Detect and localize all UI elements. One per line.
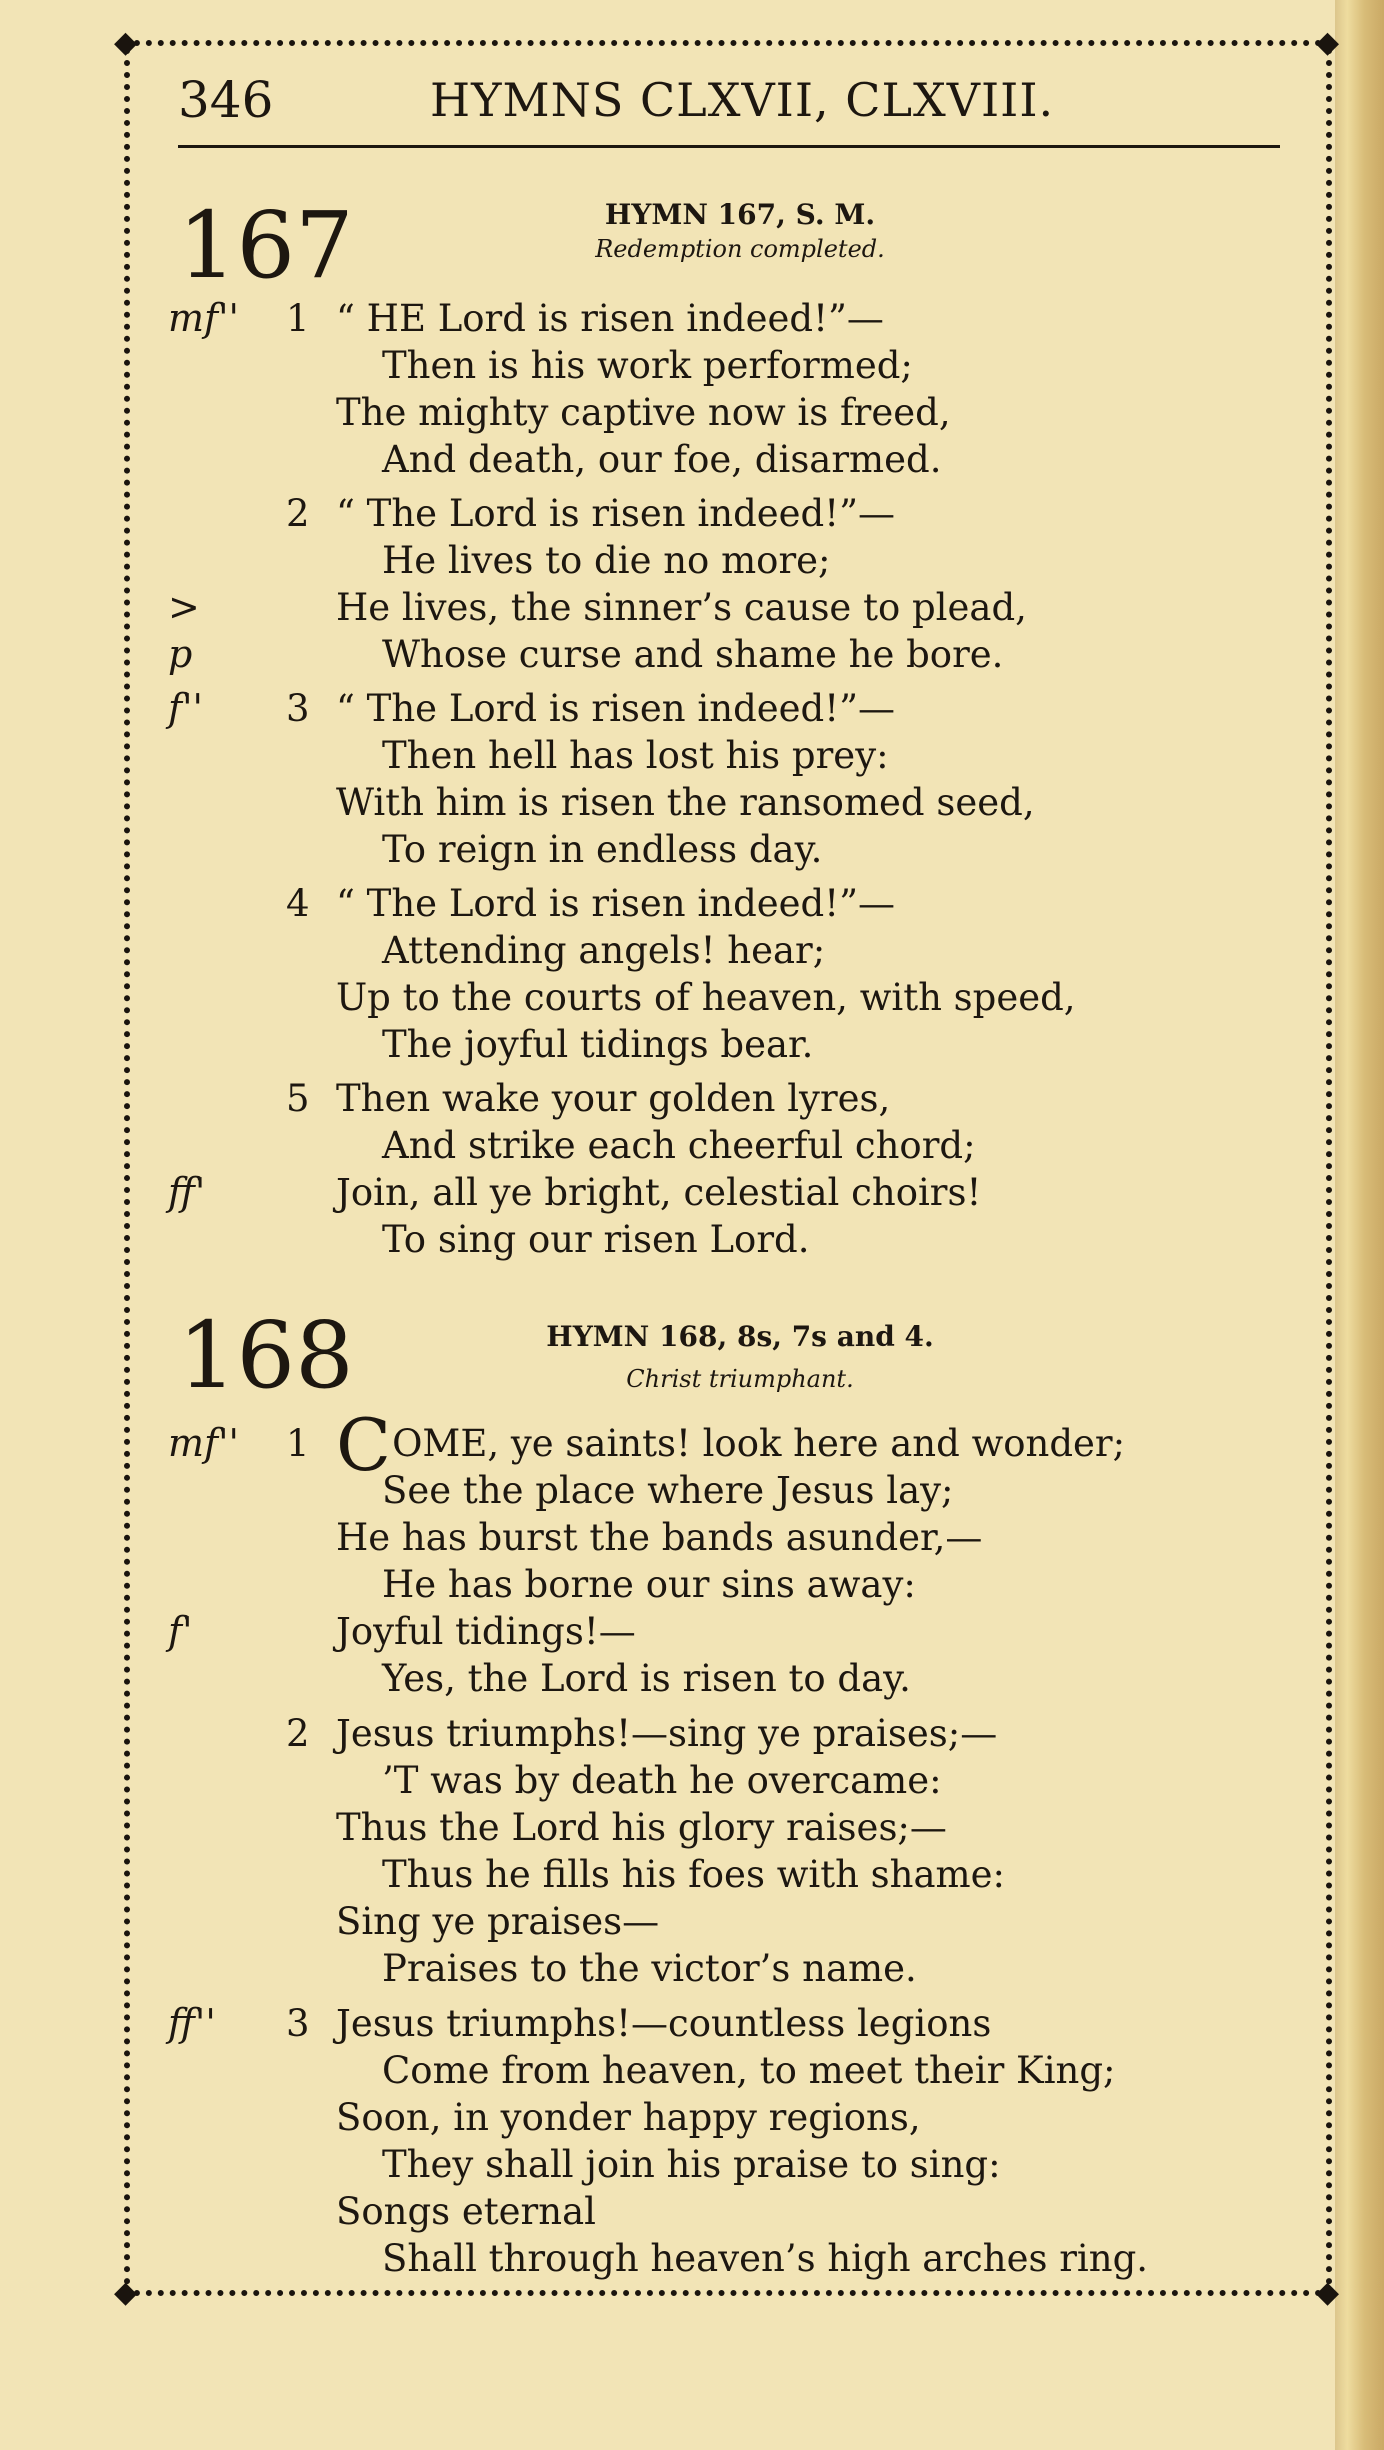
hymn-subtitle: Redemption completed. xyxy=(595,235,885,263)
dynamic-mark: f'' xyxy=(168,686,203,730)
verse-number: 1 xyxy=(286,297,310,340)
corner-ornament-bottom-right: ◆ xyxy=(1316,2275,1340,2310)
verse-line: The joyful tidings bear. xyxy=(382,1023,814,1066)
verse-line: He lives, the sinner’s cause to plead, xyxy=(336,586,1027,629)
page-number: 346 xyxy=(178,71,274,129)
verse-line: Jesus triumphs!—countless legions xyxy=(336,2002,992,2045)
header-rule xyxy=(178,145,1280,148)
dynamic-mark: p xyxy=(168,632,193,676)
accent-mark: > xyxy=(168,585,200,629)
dynamic-mark: mf'' xyxy=(168,1421,239,1465)
hymn-heading: HYMN 168, 8s, 7s and 4. xyxy=(546,1320,934,1353)
corner-ornament-top-right: ◆ xyxy=(1316,25,1340,60)
dynamic-mark: f' xyxy=(168,1609,193,1653)
verse-line: To reign in endless day. xyxy=(382,828,823,871)
verse-line: He has burst the bands asunder,— xyxy=(336,1516,983,1559)
verse-line: Come from heaven, to meet their King; xyxy=(382,2049,1116,2092)
bottom-border xyxy=(122,2290,1334,2296)
dynamic-mark: ff' xyxy=(168,1170,206,1214)
verse-line: ’T was by death he overcame: xyxy=(382,1759,942,1802)
hymn-subtitle: Christ triumphant. xyxy=(626,1365,854,1393)
dynamic-mark: mf'' xyxy=(168,296,239,340)
verse-line: Praises to the victor’s name. xyxy=(382,1947,917,1990)
verse-line: They shall join his praise to sing: xyxy=(382,2143,1001,2186)
verse-line: “ The Lord is risen indeed!”— xyxy=(336,687,896,730)
verse-line: Jesus triumphs!—sing ye praises;— xyxy=(336,1712,998,1755)
verse-number: 3 xyxy=(286,687,310,730)
verse-number: 4 xyxy=(286,882,310,925)
verse-line: Shall through heaven’s high arches ring. xyxy=(382,2237,1149,2280)
verse-line: Join, all ye bright, celestial choirs! xyxy=(336,1171,982,1214)
verse-number: 2 xyxy=(286,1712,310,1755)
verse-line: Thus he fills his foes with shame: xyxy=(382,1853,1005,1896)
verse-number: 5 xyxy=(286,1077,310,1120)
verse-line: With him is risen the ransomed seed, xyxy=(336,781,1035,824)
verse-line: He has borne our sins away: xyxy=(382,1563,916,1606)
verse-line: Soon, in yonder happy regions, xyxy=(336,2096,921,2139)
drop-cap: C xyxy=(336,1403,392,1487)
verse-line: Up to the courts of heaven, with speed, xyxy=(336,976,1076,1019)
verse-line: Then hell has lost his prey: xyxy=(382,734,889,777)
verse-line: He lives to die no more; xyxy=(382,539,831,582)
verse-line: To sing our risen Lord. xyxy=(382,1218,810,1261)
running-title: HYMNS CLXVII, CLXVIII. xyxy=(430,73,1055,127)
verse-line: And death, our foe, disarmed. xyxy=(382,438,942,481)
verse-line: And strike each cheerful chord; xyxy=(382,1124,976,1167)
verse-number: 2 xyxy=(286,492,310,535)
page-gutter xyxy=(1335,0,1384,2450)
verse-line: Attending angels! hear; xyxy=(382,929,826,972)
verse-line: See the place where Jesus lay; xyxy=(382,1469,954,1512)
corner-ornament-bottom-left: ◆ xyxy=(114,2275,138,2310)
left-border xyxy=(124,48,130,2286)
verse-line: COME, ye saints! look here and wonder; xyxy=(336,1403,1126,1487)
right-border xyxy=(1326,48,1332,2286)
verse-line: “ HE Lord is risen indeed!”— xyxy=(336,297,884,340)
hymn-heading: HYMN 167, S. M. xyxy=(604,198,876,231)
verse-line: Then wake your golden lyres, xyxy=(336,1077,891,1120)
verse-line: Thus the Lord his glory raises;— xyxy=(336,1806,947,1849)
top-border xyxy=(122,40,1334,46)
verse-number: 1 xyxy=(286,1422,310,1465)
verse-line: “ The Lord is risen indeed!”— xyxy=(336,882,896,925)
dynamic-mark: ff'' xyxy=(168,2001,216,2045)
verse-line: The mighty captive now is freed, xyxy=(336,391,951,434)
corner-ornament-top-left: ◆ xyxy=(114,25,138,60)
hymn-number: 168 xyxy=(178,1302,354,1409)
verse-line: Songs eternal xyxy=(336,2190,596,2233)
verse-line: “ The Lord is risen indeed!”— xyxy=(336,492,896,535)
verse-number: 3 xyxy=(286,2002,310,2045)
verse-line: Yes, the Lord is risen to day. xyxy=(382,1657,911,1700)
verse-line: Sing ye praises— xyxy=(336,1900,660,1943)
verse-line: Joyful tidings!— xyxy=(336,1610,636,1653)
verse-line: Then is his work performed; xyxy=(382,344,913,387)
verse-line: Whose curse and shame he bore. xyxy=(382,633,1004,676)
hymn-number: 167 xyxy=(178,192,354,299)
